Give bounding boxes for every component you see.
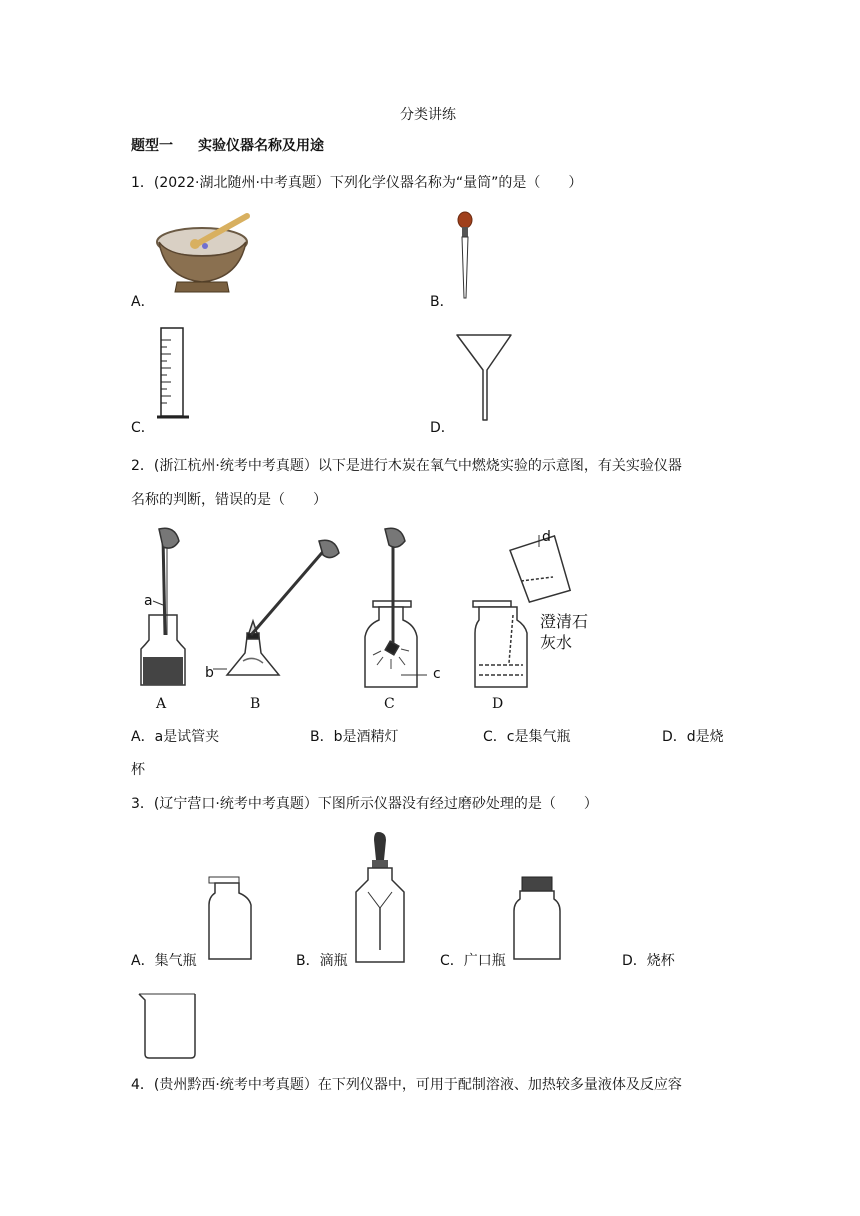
section-name: 实验仪器名称及用途 — [198, 138, 324, 154]
q3-option-b[interactable]: B．滴瓶 — [296, 953, 348, 969]
q1-option-a[interactable]: A． — [131, 294, 155, 310]
figure-d — [473, 535, 571, 687]
beaker-image — [135, 990, 205, 1060]
label-a: a — [144, 593, 153, 609]
q2-stem-line2: 名称的判断，错误的是（ ） — [131, 492, 327, 508]
q2-stem-line1: 2．(浙江杭州·统考中考真题）以下是进行木炭在氧气中燃烧实验的示意图，有关实验仪器 — [131, 458, 682, 474]
q3-option-d[interactable]: D．烧杯 — [622, 953, 675, 969]
q2-option-a[interactable]: A．a是试管夹 — [131, 729, 220, 745]
q2-option-c[interactable]: C．c是集气瓶 — [483, 729, 571, 745]
q1-option-c[interactable]: C． — [131, 420, 155, 436]
dropping-bottle-image — [352, 830, 412, 970]
figure-caption-c: C — [384, 696, 395, 712]
q3-stem: 3．(辽宁营口·统考中考真题）下图所示仪器没有经过磨砂处理的是（ ） — [131, 796, 598, 812]
figure-b — [227, 540, 339, 675]
gas-bottle-image — [205, 875, 255, 965]
q1-stem: 1．(2022·湖北随州·中考真题）下列化学仪器名称为“量筒”的是（ ） — [131, 175, 583, 191]
q3-option-c[interactable]: C．广口瓶 — [440, 953, 506, 969]
label-b: b — [205, 665, 214, 681]
limewater-label-2: 灰水 — [540, 633, 573, 652]
q1-option-d[interactable]: D． — [430, 420, 455, 436]
q1-option-b[interactable]: B． — [430, 294, 454, 310]
q2-option-b[interactable]: B．b是酒精灯 — [310, 729, 399, 745]
page-title: 分类讲练 — [400, 107, 456, 123]
figure-caption-b: B — [250, 696, 261, 712]
graduated-cylinder-image — [155, 325, 195, 425]
q3-option-a[interactable]: A．集气瓶 — [131, 953, 197, 969]
q2-option-d[interactable]: D．d是烧 — [662, 729, 724, 745]
label-c: c — [433, 666, 441, 682]
section-label: 题型一 — [131, 138, 173, 154]
dropper-image — [455, 210, 475, 305]
label-d: d — [542, 529, 551, 545]
figure-c — [365, 528, 417, 687]
limewater-label-1: 澄清石 — [540, 612, 589, 631]
mortar-pestle-image — [155, 212, 255, 302]
wide-mouth-bottle-image — [512, 875, 562, 965]
funnel-image — [455, 332, 515, 427]
charcoal-combustion-figure — [135, 525, 600, 715]
q2-option-d-wrap: 杯 — [131, 762, 145, 778]
figure-caption-a: A — [156, 696, 167, 712]
figure-caption-d: D — [492, 696, 504, 712]
q4-stem: 4．(贵州黔西·统考中考真题）在下列仪器中，可用于配制溶液、加热较多量液体及反应容 — [131, 1077, 682, 1093]
